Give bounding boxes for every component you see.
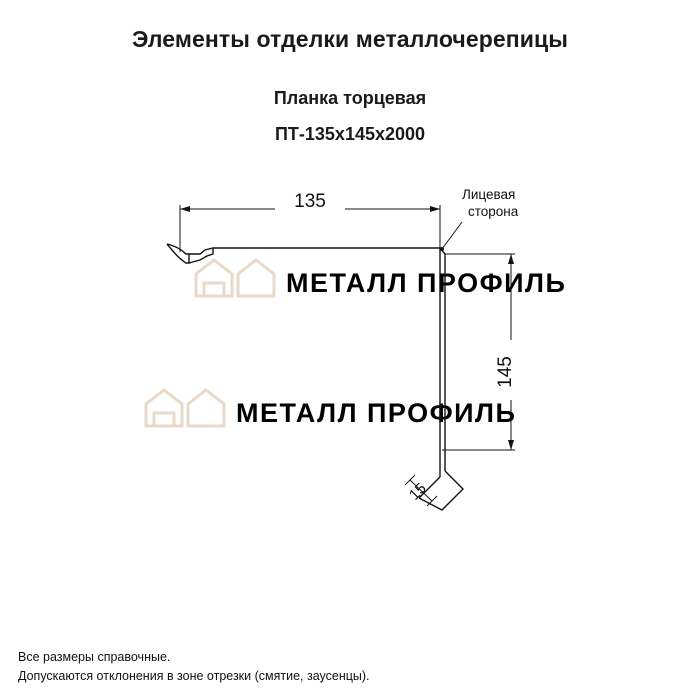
watermark-text-bottom: МЕТАЛЛ ПРОФИЛЬ xyxy=(236,398,517,428)
technical-drawing xyxy=(0,150,700,570)
annotation-face-side-line2: сторона xyxy=(468,204,519,219)
dimension-width xyxy=(180,191,440,262)
profile-outline xyxy=(167,244,463,510)
dimension-lip xyxy=(405,475,437,506)
product-name: Планка торцевая xyxy=(273,88,427,108)
page-title: Элементы отделки металлочерепицы xyxy=(131,26,568,52)
dimension-height-label: 145 xyxy=(495,356,516,388)
watermark-text-top: МЕТАЛЛ ПРОФИЛЬ xyxy=(286,268,567,298)
footer-notes xyxy=(18,648,370,686)
footer-note-2: Допускаются отклонения в зоне отрезки (смятие, заусенцы). xyxy=(18,669,370,683)
product-code: ПТ-135x145x2000 xyxy=(274,124,426,144)
dimension-height xyxy=(442,254,516,450)
annotation-face-side-line1: Лицевая xyxy=(462,187,516,202)
dimension-lip-label: 15 xyxy=(405,479,430,504)
dimension-width-label: 135 xyxy=(294,191,326,212)
annotation-face-side xyxy=(440,187,519,251)
footer-note-1: Все размеры справочные. xyxy=(18,650,171,664)
